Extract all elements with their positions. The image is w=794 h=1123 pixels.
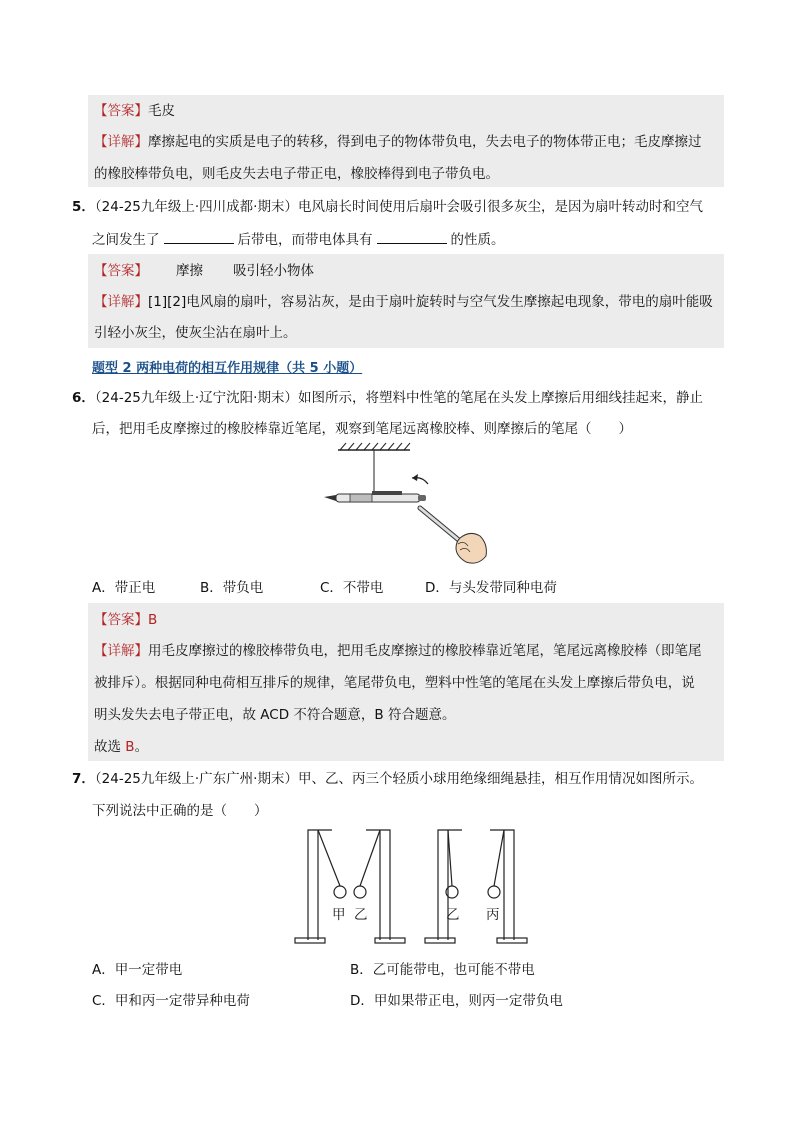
q5-detail-line1 bbox=[94, 292, 713, 312]
q6-figure bbox=[310, 440, 510, 570]
q6-conclusion bbox=[94, 737, 148, 757]
q6-detail-line1 bbox=[94, 641, 702, 661]
detail-tag: 【详解】 bbox=[94, 294, 148, 310]
q6-line2: 后，把用毛皮摩擦过的橡胶棒靠近笔尾，观察到笔尾远离橡胶棒、则摩擦后的笔尾（ ） bbox=[92, 421, 632, 437]
text-part: 后带电，而带电体具有 bbox=[237, 232, 373, 248]
question-number: 6． bbox=[72, 390, 95, 406]
q7-line1 bbox=[72, 769, 703, 789]
q7-option-c[interactable]: C．甲和丙一定带异种电荷 bbox=[92, 993, 250, 1009]
text-part: 故选 bbox=[94, 739, 126, 755]
answer-text: 吸引轻小物体 bbox=[233, 263, 314, 279]
detail-text: 用毛皮摩擦过的橡胶棒带负电，把用毛皮摩擦过的橡胶棒靠近笔尾，笔尾远离橡胶棒（即笔尾 bbox=[148, 643, 702, 659]
question-text: （24-25九年级上·四川成都·期末）电风扇长时间使用后扇叶会吸引很多灰尘，是因为扇叶转动时和空气 bbox=[94, 199, 703, 215]
answer-tag: 【答案】 bbox=[94, 263, 148, 279]
detail-tag: 【详解】 bbox=[94, 643, 148, 659]
q5-line1 bbox=[72, 197, 703, 217]
q6-detail-line2: 被排斥）。根据同种电荷相互排斥的规律，笔尾带负电，塑料中性笔的笔尾在头发上摩擦后带负电，说 bbox=[94, 675, 695, 691]
q4-answer bbox=[94, 101, 175, 121]
answer-text: 摩擦 bbox=[176, 263, 203, 279]
q7-option-d[interactable]: D．甲如果带正电，则丙一定带负电 bbox=[350, 993, 563, 1009]
ball-label-jia: 甲 bbox=[332, 907, 346, 923]
q6-option-c[interactable]: C．不带电 bbox=[320, 580, 384, 596]
question-number: 7． bbox=[72, 771, 95, 787]
q4-detail-line2: 的橡胶棒带负电，则毛皮失去电子带正电，橡胶棒得到电子带负电。 bbox=[94, 166, 499, 182]
ball-label-bing: 丙 bbox=[486, 907, 500, 923]
q7-figure bbox=[290, 828, 530, 950]
q7-option-a[interactable]: A．甲一定带电 bbox=[92, 962, 183, 978]
answer-tag: 【答案】 bbox=[94, 103, 148, 119]
q6-answer bbox=[94, 610, 157, 630]
q5-answer bbox=[94, 261, 314, 281]
ball-label-yi-2: 乙 bbox=[446, 907, 460, 923]
q7-line2: 下列说法中正确的是（ ） bbox=[92, 803, 268, 819]
q6-option-b[interactable]: B．带负电 bbox=[200, 580, 264, 596]
detail-text: 摩擦起电的实质是电子的转移，得到电子的物体带负电，失去电子的物体带正电；毛皮摩擦过 bbox=[148, 134, 702, 150]
answer-blank[interactable] bbox=[377, 229, 447, 244]
q5-detail-line2: 引轻小灰尘，使灰尘沾在扇叶上。 bbox=[94, 325, 297, 341]
detail-text: [1][2]电风扇的扇叶，容易沾灰，是由于扇叶旋转时与空气发生摩擦起电现象，带电的扇叶能吸 bbox=[148, 294, 713, 310]
q7-option-b[interactable]: B．乙可能带电，也可能不带电 bbox=[350, 962, 535, 978]
ball-label-yi: 乙 bbox=[354, 907, 368, 923]
answer-text: 毛皮 bbox=[148, 103, 175, 119]
answer-text: B bbox=[148, 612, 158, 628]
q6-line1 bbox=[72, 388, 703, 408]
q6-option-d[interactable]: D．与头发带同种电荷 bbox=[425, 580, 557, 596]
q5-line2 bbox=[92, 229, 505, 250]
question-text: （24-25九年级上·辽宁沈阳·期末）如图所示，将塑料中性笔的笔尾在头发上摩擦后用细线挂起来，静止 bbox=[94, 390, 703, 406]
question-text: （24-25九年级上·广东广州·期末）甲、乙、丙三个轻质小球用绝缘细绳悬挂，相互作用情况如图所示。 bbox=[94, 771, 703, 787]
question-number: 5． bbox=[72, 199, 95, 215]
q6-detail-line3: 明头发失去电子带正电，故 ACD 不符合题意，B 符合题意。 bbox=[94, 707, 456, 723]
text-part: 。 bbox=[134, 739, 149, 755]
answer-text: B bbox=[125, 739, 135, 755]
text-part: 的性质。 bbox=[450, 232, 505, 248]
section-heading: 题型 2 两种电荷的相互作用规律（共 5 小题） bbox=[92, 361, 363, 376]
detail-tag: 【详解】 bbox=[94, 134, 148, 150]
q6-option-a[interactable]: A．带正电 bbox=[92, 580, 156, 596]
answer-blank[interactable] bbox=[164, 229, 234, 244]
q4-detail-line1 bbox=[94, 132, 702, 152]
text-part: 之间发生了 bbox=[92, 232, 160, 248]
answer-tag: 【答案】 bbox=[94, 612, 148, 628]
